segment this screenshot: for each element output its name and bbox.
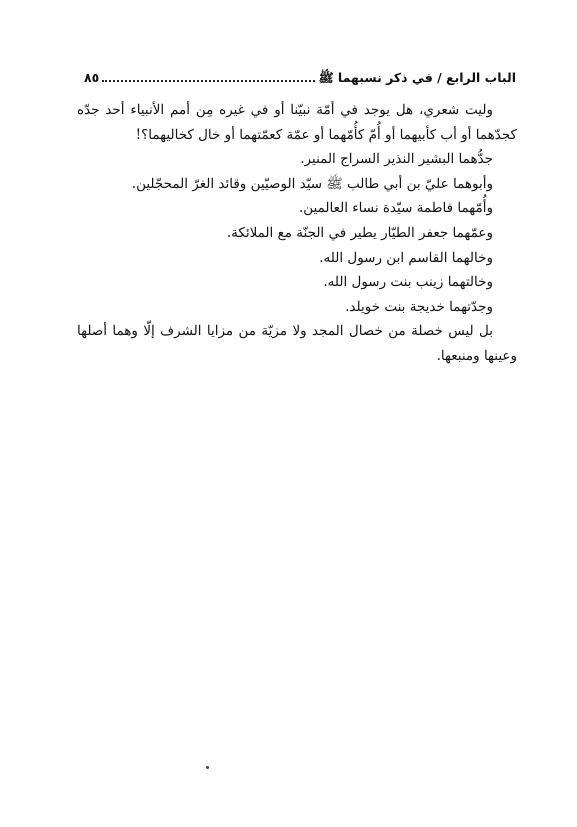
paragraph-uncle: وعمّهما جعفر الطيّار يطير في الجنّة مع الملائكة. <box>226 224 493 241</box>
chapter-title: الباب الرابع / في ذكر نسبهما ﷺ <box>318 70 516 85</box>
paragraph-intro-question: وليت شعري، هل يوجد في أمّة نبيّنا أو في غيره مِن أمم الأنبياء أحد جدّه كجدّهما أو أب كأبيهما أو أُمّ كأُمّهما أو عمّة كعمّتهما أو خال كخاليهما؟! <box>77 102 517 143</box>
header-dot-leader <box>102 79 315 82</box>
page-body <box>77 98 517 369</box>
paragraph-conclusion: بل ليس خصلة من خصال المجد ولا مزيّة من مزايا الشرف إلّا وهما أصلها وعينها ومنبعها. <box>77 323 517 364</box>
page-number: ٨٥ <box>84 70 100 85</box>
paragraph-grandfather: جدُّهما البشير النذير السراج المنير. <box>300 151 493 168</box>
paragraph-maternal-uncle: وخالهما القاسم ابن رسول الله. <box>319 249 493 266</box>
paragraph-father: وأبوهما عليّ بن أبي طالب ﷺ سيّد الوصيّين وقائد الغرّ المحجّلين. <box>131 175 493 192</box>
paragraph-grandmother: وجدّتهما خديجة بنت خويلد. <box>345 298 493 315</box>
paragraph-maternal-aunt: وخالتهما زينب بنت رسول الله. <box>323 274 493 291</box>
paragraph-mother: وأُمّهما فاطمة سيّدة نساء العالمين. <box>298 200 493 217</box>
running-header <box>84 64 516 86</box>
page-speck <box>206 766 209 769</box>
